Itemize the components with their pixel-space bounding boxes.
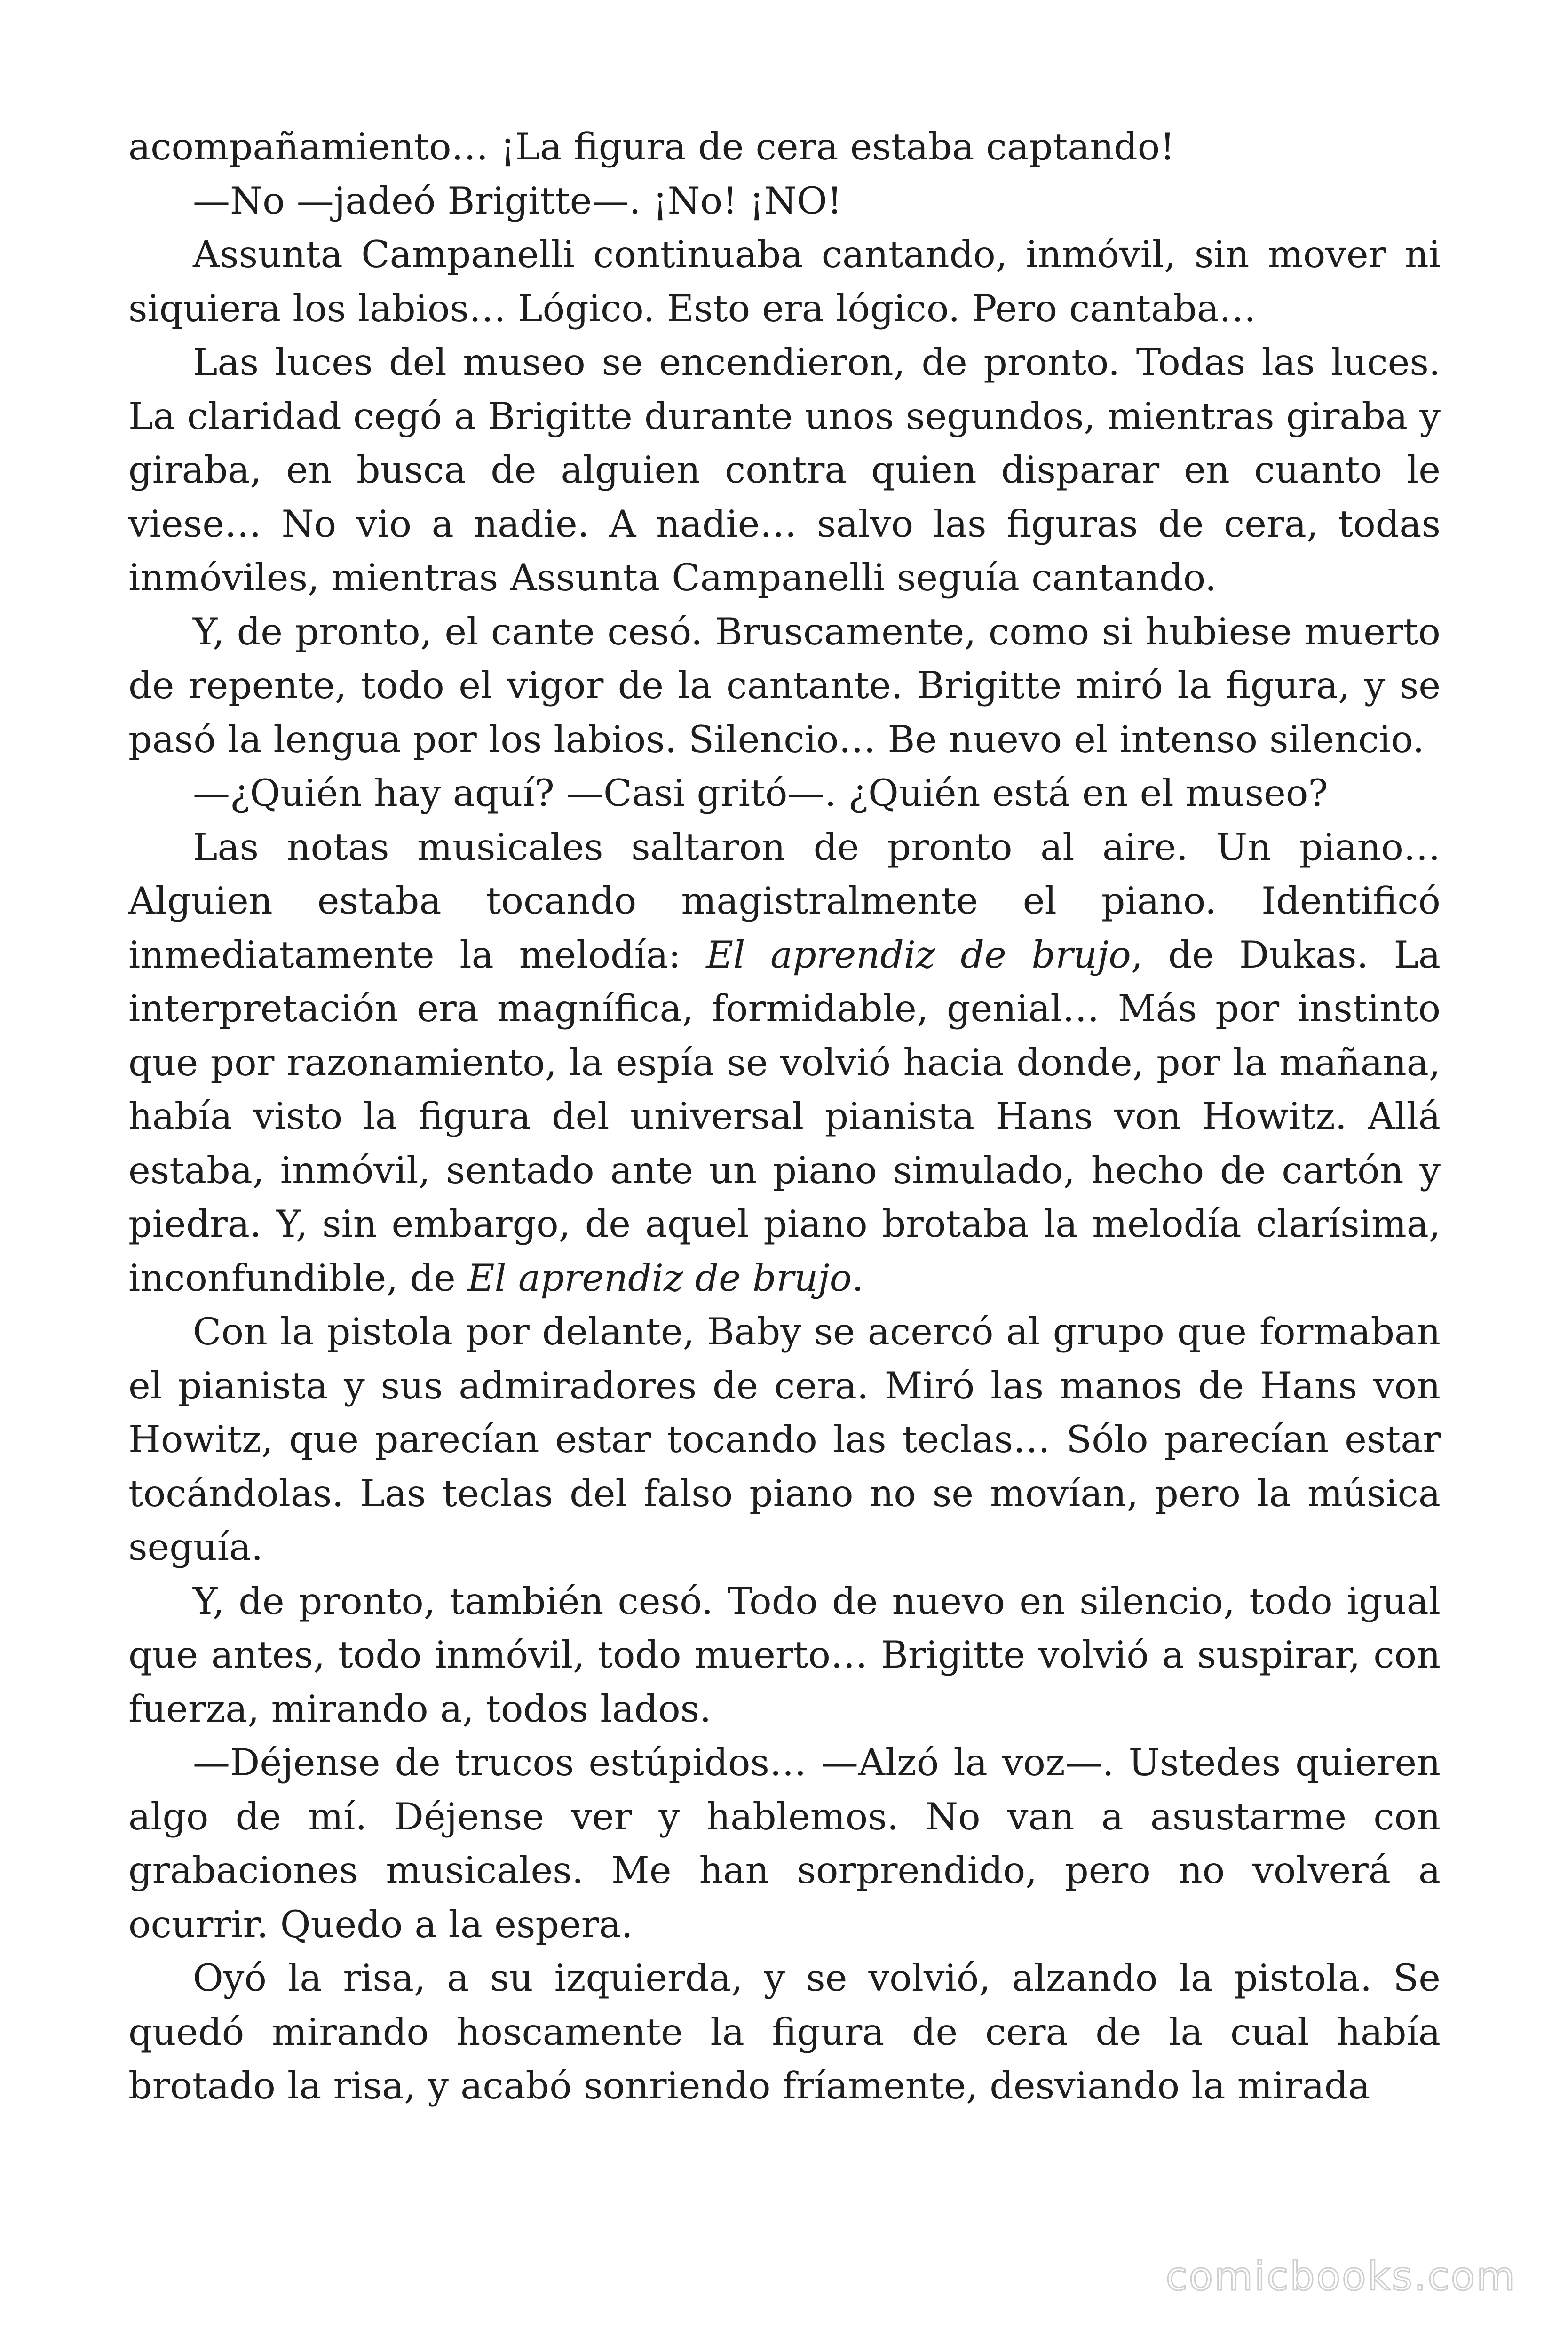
paragraph-text: , de Dukas. La interpretación era magnífica, formidable, genial… Más por instinto que por razonamiento, la espía se volvió hacia donde, por la mañana, había visto la figura del universal pianista Hans von Howitz. Allá estaba, inmóvil, sentado ante un piano simulado, hecho de cartón y piedra. Y, sin embargo, de aquel piano brotaba la melodía clarísima, inconfundible, de	[128, 933, 1441, 1300]
paragraph-text: —¿Quién hay aquí? —Casi gritó—. ¿Quién está en el museo?	[193, 771, 1328, 815]
paragraph	[128, 228, 1441, 335]
paragraph	[128, 174, 1441, 228]
paragraph-text: Assunta Campanelli continuaba cantando, inmóvil, sin mover ni siquiera los labios… Lógico. Esto era lógico. Pero cantaba…	[128, 233, 1441, 330]
italic-title: El aprendiz de brujo	[467, 1256, 852, 1300]
paragraph-text: .	[852, 1256, 864, 1300]
paragraph-text: —No —jadeó Brigitte—. ¡No! ¡NO!	[193, 179, 842, 222]
paragraph-text: Las luces del museo se encendieron, de pronto. Todas las luces. La claridad cegó a Brigitte durante unos segundos, mientras giraba y giraba, en busca de alguien contra quien disparar en cuanto le viese… No vio a nadie. A nadie… salvo las figuras de cera, todas inmóviles, mientras Assunta Campanelli seguía cantando.	[128, 341, 1441, 599]
paragraph-text: Y, de pronto, el cante cesó. Bruscamente, como si hubiese muerto de repente, todo el vigor de la cantante. Brigitte miró la figura, y se pasó la lengua por los labios. Silencio… Be nuevo el intenso silencio.	[128, 610, 1441, 761]
paragraph-text: Y, de pronto, también cesó. Todo de nuevo en silencio, todo igual que antes, todo inmóvil, todo muerto… Brigitte volvió a suspirar, con fuerza, mirando a, todos lados.	[128, 1579, 1441, 1731]
paragraph	[128, 1951, 1441, 2113]
paragraph-text: Oyó la risa, a su izquierda, y se volvió, alzando la pistola. Se quedó mirando hoscamente la figura de cera de la cual había brotado la risa, y acabó sonriendo fríamente, desviando la mirada	[128, 1956, 1441, 2107]
paragraph-text: acompañamiento… ¡La figura de cera estaba captando!	[128, 125, 1175, 168]
paragraph	[128, 1736, 1441, 1951]
paragraph	[128, 335, 1441, 605]
paragraph	[128, 1574, 1441, 1736]
paragraph	[128, 605, 1441, 767]
watermark: comicbooks.com	[1165, 2253, 1516, 2299]
italic-title: El aprendiz de brujo	[706, 933, 1131, 977]
paragraph-text: —Déjense de trucos estúpidos… —Alzó la voz—. Ustedes quieren algo de mí. Déjense ver y hablemos. No van a asustarme con grabaciones musicales. Me han sorprendido, pero no volverá a ocurrir. Quedo a la espera.	[128, 1741, 1441, 1946]
paragraph-text: Con la pistola por delante, Baby se acercó al grupo que formaban el pianista y sus admiradores de cera. Miró las manos de Hans von Howitz, que parecían estar tocando las teclas… Sólo parecían estar tocándolas. Las teclas del falso piano no se movían, pero la música seguía.	[128, 1310, 1441, 1569]
paragraph	[128, 820, 1441, 1305]
paragraph	[128, 766, 1441, 820]
paragraph	[128, 1305, 1441, 1574]
paragraph-text: Las notas musicales saltaron de pronto al aire. Un piano… Alguien estaba tocando magistralmente el piano. Identificó inmediatamente la melodía:	[128, 825, 1441, 977]
page-body-text	[128, 120, 1441, 2113]
paragraph	[128, 120, 1441, 174]
